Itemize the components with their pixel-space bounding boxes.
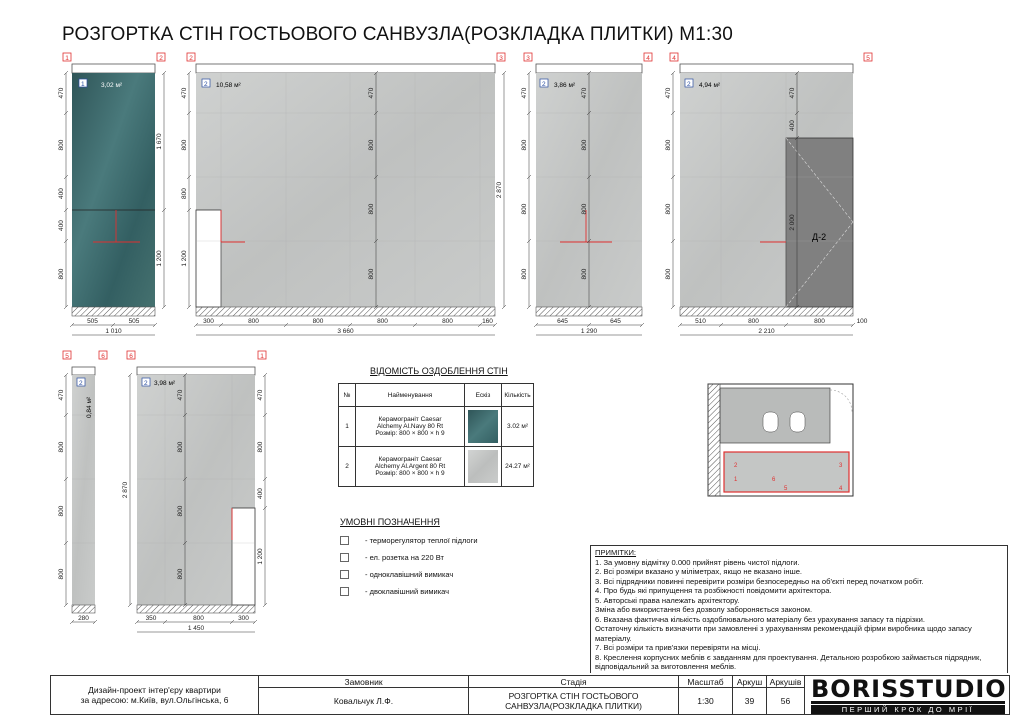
row-name-3: Розмір: 800 × 800 × h 9 [375, 470, 445, 477]
wall-4 [680, 64, 853, 316]
w2-bottom-dims-label: 300 [203, 318, 214, 325]
w5-bottom-dims-label: 280 [78, 615, 89, 622]
plan-label: 5 [784, 486, 788, 492]
wall-2-start: 2 [189, 55, 193, 62]
w6-right-dims-label: 400 [257, 488, 264, 499]
w2-bottom-dims-label: 160 [482, 318, 493, 325]
col-sketch: Ескіз [465, 384, 502, 407]
w5-dims-label: 800 [58, 568, 65, 580]
finish-schedule-table [338, 383, 534, 487]
project-name-cell [51, 676, 259, 714]
col-qty: Кількість [502, 384, 534, 407]
note-line: Остаточну кількість визначити при замовленні з урахуванням рекомендацій фірми виробника щодо запасу матеріалу. [595, 624, 972, 643]
area-badge-num: 2 [204, 81, 208, 88]
wall-1 [72, 64, 155, 316]
row-name [356, 407, 465, 447]
w4-bottom-dims-label: 800 [814, 318, 825, 325]
brand-name: BORISSTUDIO [811, 675, 1007, 703]
wall-6-opening [232, 508, 255, 605]
wall-6-area: 3,98 м² [154, 380, 176, 387]
w4-dims-label: 800 [665, 139, 672, 151]
wall-4-start: 4 [672, 55, 676, 62]
w2-dims-label: 1 200 [181, 250, 188, 267]
legend-item [340, 566, 478, 583]
w6-mid-dims-label: 800 [177, 505, 184, 517]
wall-1-end: 2 [159, 55, 163, 62]
project-line-2: за адресою: м.Київ, вул.Ольгінська, 6 [80, 695, 229, 705]
wall-1-tile-area [72, 73, 155, 307]
area-badge-num: 1 [81, 81, 85, 88]
w6-dims-label: 2 870 [122, 481, 129, 499]
notes-title: ПРИМІТКИ: [595, 548, 637, 557]
note-line: 1. За умовну відмітку 0.000 прийнят рівень чистої підлоги. [595, 557, 800, 567]
plan-label: 3 [839, 463, 843, 469]
wall-3-cap [536, 64, 642, 73]
note-line: 2. Всі розміри вказано у міліметрах, якщо не вказано інше. [595, 567, 803, 576]
w6-mid-dims-label: 470 [177, 389, 184, 401]
wall-6-end: 1 [260, 353, 264, 360]
w3-mid-dims-label: 800 [581, 268, 588, 280]
row-name-1: Керамограніт Caesar [378, 456, 442, 463]
wall-3-end: 4 [646, 55, 650, 62]
client-name: Ковальчук Л.Ф. [259, 688, 469, 714]
wall-6-start: 6 [129, 353, 133, 360]
brand-slogan: ПЕРШИЙ КРОК ДО МРІЇ [811, 705, 1005, 714]
note-line: 7. Всі розміри та прив'язки перевіряти на місці. [595, 643, 761, 652]
brand-logo [807, 677, 1009, 713]
project-line-1: Дизайн-проект інтер'єру квартири [88, 685, 221, 695]
w1-right-dims-label: 1 670 [156, 133, 163, 150]
wall-6-floor [137, 605, 255, 613]
w4-mid-dims-label: 470 [789, 87, 796, 99]
area-badge-num: 2 [79, 380, 83, 387]
door-label: Д-2 [812, 232, 827, 242]
area-badge-num: 2 [687, 81, 691, 88]
plan-fixture [763, 412, 778, 432]
w2-mid-dims-label: 470 [368, 87, 375, 99]
note-line: 8. Креслення корпусних меблів є завданням для проектування. Детальною розробкою займається підрядник, відповідальний за виготовлення меблів. [595, 652, 982, 671]
wall-2-tile-area [196, 73, 495, 307]
legend-item [340, 583, 478, 600]
w1-dims-label: 470 [58, 87, 65, 99]
w3-mid-dims-label: 800 [581, 139, 588, 151]
title-block [50, 675, 1010, 715]
w2-right-dims-label: 2 870 [496, 181, 503, 199]
w2-dims-label: 470 [181, 87, 188, 99]
wall-3-area: 3,86 м² [554, 82, 576, 89]
wall-5-start: 5 [65, 353, 69, 360]
wall-5-floor [72, 605, 95, 613]
w6-mid-dims-label: 800 [177, 568, 184, 580]
wall-2 [196, 64, 495, 316]
sheet-title-1: РОЗГОРТКА СТІН ГОСТЬОВОГО [508, 691, 639, 701]
w6-right-dims-label: 470 [257, 389, 264, 401]
row-swatch-cell [465, 407, 502, 447]
row-name-1: Керамограніт Caesar [378, 416, 442, 423]
col-num: № [339, 384, 356, 407]
sheet-number: 39 [733, 688, 767, 714]
door-d2 [786, 138, 853, 307]
w2-dims-label: 800 [181, 139, 188, 151]
w2-mid-dims-label: 800 [368, 203, 375, 215]
thermostat-icon [340, 536, 349, 545]
w1-bottom-dims-total-label: 1 010 [105, 328, 122, 335]
socket-icon [340, 553, 349, 562]
table-row [339, 447, 534, 487]
w6-bottom-dims-label: 350 [145, 615, 157, 622]
row-qty: 3.02 м² [502, 407, 534, 447]
w6-right-dims-label: 800 [257, 441, 264, 453]
w1-right-dims-label: 1 200 [156, 250, 163, 267]
wall-4-floor [680, 307, 853, 316]
w6-bottom-dims-label: 800 [193, 615, 204, 622]
plan-wall-left [708, 384, 720, 496]
floor-plan [700, 380, 860, 505]
sheet-title-2: САНВУЗЛА(РОЗКЛАДКА ПЛИТКИ) [505, 701, 642, 711]
wall-4-cap [680, 64, 853, 73]
w4-dims-label: 470 [665, 87, 672, 99]
w3-bottom-dims-label: 645 [610, 318, 621, 325]
legend-item [340, 549, 478, 566]
wall-6-cap [137, 367, 255, 375]
wall-1-area: 3,02 м² [101, 82, 123, 89]
wall-2-opening [196, 210, 221, 307]
w2-bottom-dims-label: 800 [442, 318, 453, 325]
page-title: РОЗГОРТКА СТІН ГОСТЬОВОГО САНВУЗЛА(РОЗКЛАДКА ПЛИТКИ) М1:30 [62, 24, 734, 45]
w2-dims-label: 800 [181, 188, 188, 199]
note-line: 4. Про будь які припущення та розбіжності повідомити архітектора. [595, 586, 832, 595]
w5-dims-label: 800 [58, 441, 65, 453]
w3-bottom-dims-label: 645 [557, 318, 568, 325]
row-num: 2 [339, 447, 356, 487]
row-num: 1 [339, 407, 356, 447]
wall-1-start: 1 [65, 55, 69, 62]
legend-item-label: - ел. розетка на 220 Вт [365, 553, 444, 562]
w3-dims-label: 800 [521, 268, 528, 280]
wall-5-area: 0,84 м² [86, 396, 93, 418]
legend-item-label: - терморегулятор теплої підлоги [365, 536, 478, 545]
wall-3-start: 3 [526, 55, 530, 62]
legend-item [340, 532, 478, 549]
w2-mid-dims-label: 800 [368, 139, 375, 151]
w3-mid-dims-label: 800 [581, 203, 588, 215]
wall-4-end: 5 [866, 55, 870, 62]
w1-dims-label: 400 [58, 188, 65, 199]
w2-bottom-dims-label: 800 [377, 318, 388, 325]
wall-2-floor [196, 307, 495, 316]
w4-bottom-dims-label: 800 [748, 318, 759, 325]
plan-fixture [790, 412, 805, 432]
row-name [356, 447, 465, 487]
note-line: Зміна або використання без дозволу забороняється законом. [595, 605, 813, 614]
row-swatch-cell [465, 447, 502, 487]
double-switch-icon [340, 587, 349, 596]
w6-mid-dims-label: 800 [177, 441, 184, 453]
sheet-header: Аркуш [733, 676, 767, 688]
plan-label: 2 [734, 463, 738, 469]
wall-2-end: 3 [499, 55, 503, 62]
wall-2-cap [196, 64, 495, 73]
legend-title: УМОВНІ ПОЗНАЧЕННЯ [340, 517, 440, 527]
note-line: 6. Вказана фактична кількість оздоблювального матеріалу без урахування запасу та підрізки. [595, 614, 925, 624]
row-name-2: Alchemy Al.Navy 80 Rt [376, 423, 444, 430]
w3-dims-label: 470 [521, 87, 528, 99]
w5-dims-label: 800 [58, 505, 65, 517]
legend-item-label: - одноклавішний вимикач [365, 570, 454, 579]
w4-dims-label: 800 [665, 268, 672, 280]
w1-dims-label: 400 [58, 220, 65, 231]
plan-label: 1 [734, 477, 738, 483]
w6-bottom-dims-label: 300 [238, 615, 249, 622]
row-name-2: Alchemy Al.Argent 80 Rt [374, 463, 446, 470]
scale-value: 1:30 [679, 688, 733, 714]
row-name-3: Розмір: 800 × 800 × h 9 [375, 430, 445, 437]
w1-bottom-dims-label: 505 [87, 318, 98, 325]
sheets-header: Аркушів [767, 676, 805, 688]
w2-bottom-dims-label: 800 [248, 318, 259, 325]
col-name: Найменування [356, 384, 465, 407]
area-badge-num: 2 [542, 81, 546, 88]
table-row [339, 407, 534, 447]
w4-mid-dims-label: 2 000 [789, 214, 796, 231]
wall-3-floor [536, 307, 642, 316]
w4-dims-label: 800 [665, 203, 672, 215]
w1-bottom-dims-label: 505 [128, 318, 140, 325]
w4-bottom-dims-extra: 100 [856, 318, 868, 325]
w2-bottom-dims-label: 800 [312, 318, 324, 325]
single-switch-icon [340, 570, 349, 579]
w3-bottom-dims-total-label: 1 290 [580, 328, 598, 335]
sheet-title-cell [469, 688, 679, 714]
tile-swatch-navy [468, 410, 498, 443]
w1-dims-label: 800 [58, 139, 65, 151]
wall-1-cap [72, 64, 155, 73]
legend-list [340, 532, 478, 600]
client-header: Замовник [259, 676, 469, 688]
note-line: 5. Авторські права належать архітектору. [595, 595, 740, 605]
notes-block [590, 545, 1008, 673]
tile-swatch-argent [468, 450, 498, 483]
w4-mid-dims-label: 400 [789, 120, 796, 131]
legend-item-label: - двоклавішний вимикач [365, 587, 450, 596]
wall-2-area: 10,58 м² [216, 82, 241, 89]
w2-mid-dims-label: 800 [368, 268, 375, 280]
w4-bottom-dims-label: 510 [695, 318, 706, 325]
w3-dims-label: 800 [521, 139, 528, 151]
area-badge-num: 2 [144, 380, 148, 387]
w4-bottom-dims-total-label: 2 210 [758, 328, 775, 335]
scale-header: Масштаб [679, 676, 733, 688]
stage-header: Стадія [469, 676, 679, 688]
w1-dims-label: 800 [58, 268, 65, 280]
wall-5-cap [72, 367, 95, 375]
wall-1-floor [72, 307, 155, 316]
schedule-title: ВІДОМІСТЬ ОЗДОБЛЕННЯ СТІН [370, 366, 508, 376]
plan-label: 4 [839, 486, 843, 492]
w5-dims-label: 470 [58, 389, 65, 401]
w2-bottom-dims-total-label: 3 660 [337, 328, 354, 335]
w3-mid-dims-label: 470 [581, 87, 588, 99]
wall-4-area: 4,94 м² [699, 82, 721, 89]
w6-bottom-dims-total-label: 1 450 [187, 625, 205, 632]
wall-5-end: 6 [101, 353, 105, 360]
wall-6 [137, 367, 255, 613]
w3-dims-label: 800 [521, 203, 528, 215]
note-line: 3. Всі підрядники повинні перевірити розміри безпосередньо на об'єкті перед початком робіт. [595, 576, 924, 586]
row-qty: 24.27 м² [502, 447, 534, 487]
plan-label: 6 [772, 477, 776, 483]
sheets-total: 56 [767, 688, 805, 714]
w6-right-dims-label: 1 200 [257, 548, 264, 565]
